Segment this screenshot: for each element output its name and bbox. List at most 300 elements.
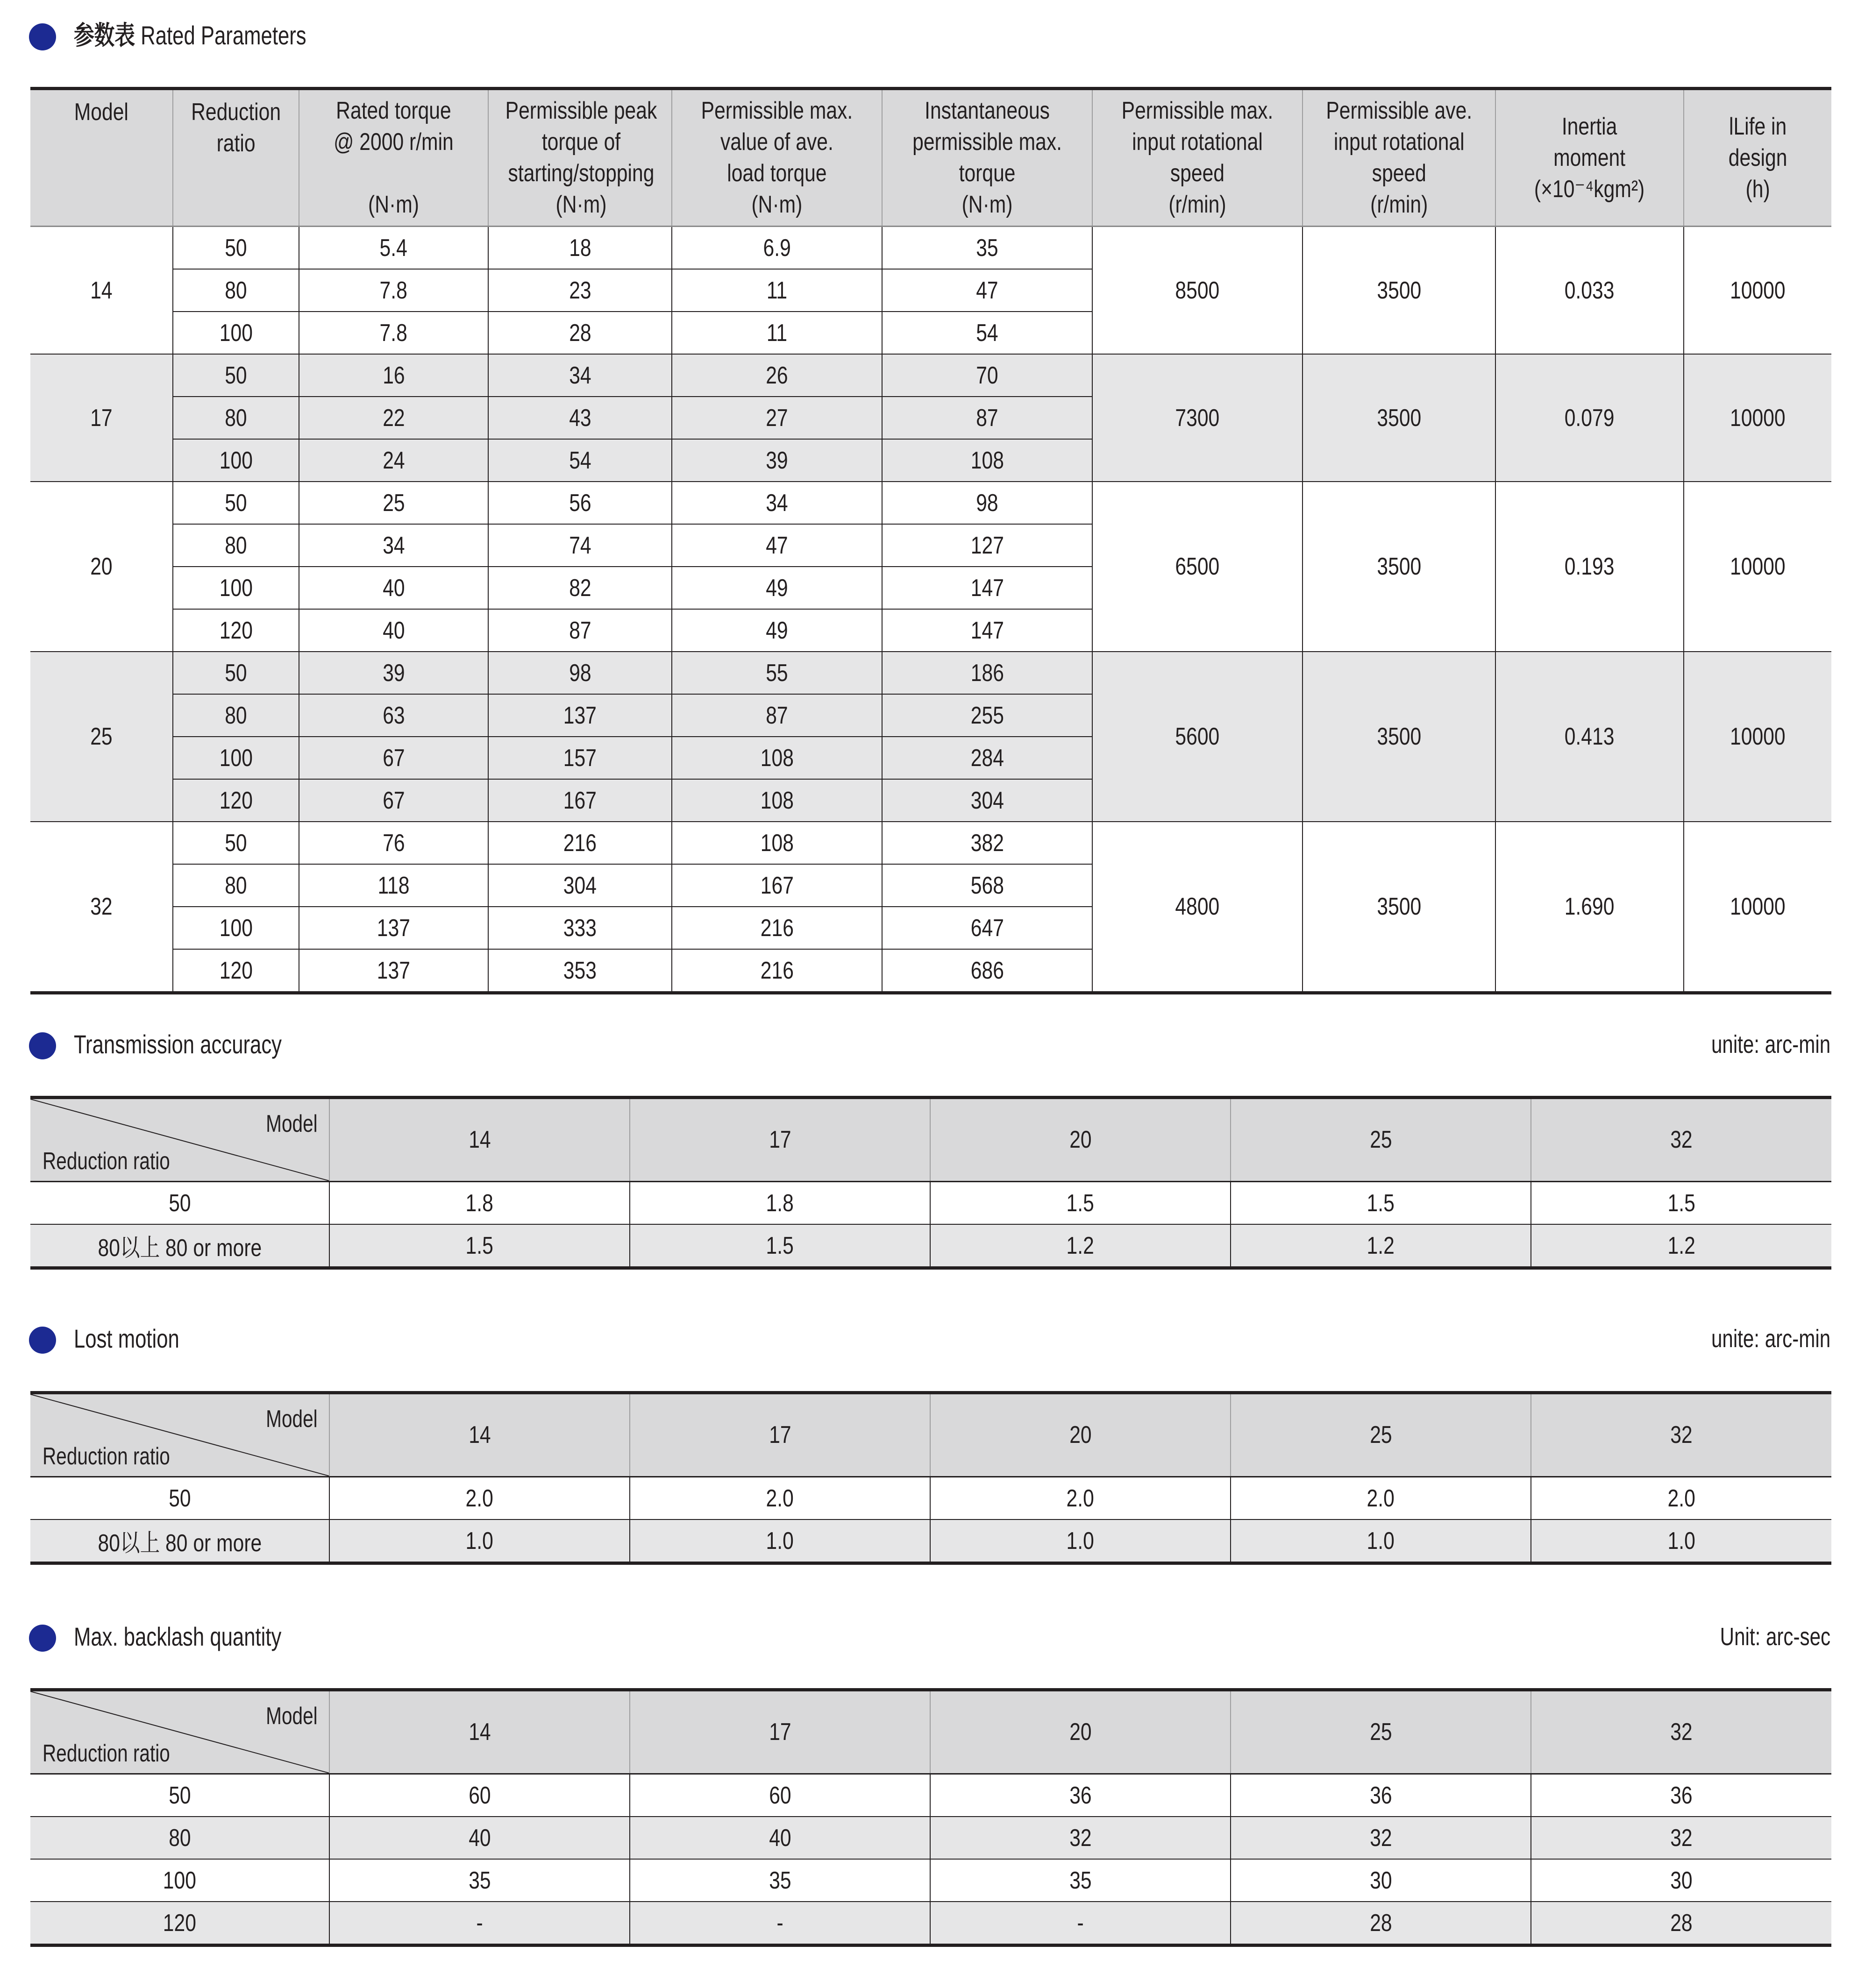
rated-header-cell <box>1684 89 1831 227</box>
corner-model-label: Model <box>266 1110 318 1137</box>
value-cell <box>488 652 672 694</box>
value-cell-text: 1.5 <box>465 1232 494 1259</box>
value-cell <box>1231 1477 1531 1520</box>
corner-header <box>30 1098 329 1182</box>
value-cell <box>488 397 672 439</box>
model-header-cell <box>329 1393 630 1477</box>
value-cell <box>488 354 672 397</box>
value-cell <box>930 1224 1231 1268</box>
value-cell-text: 56 <box>569 489 591 517</box>
rated-header-text: Permissible max. value of ave. load torque (N·m) <box>701 97 853 218</box>
value-cell <box>1231 1224 1531 1268</box>
value-cell-text: 40 <box>468 1824 491 1852</box>
table-row <box>30 227 1831 270</box>
rated-body <box>30 227 1831 993</box>
model-header-cell-text: 20 <box>1069 1718 1092 1746</box>
model-cell-text: 32 <box>90 893 113 920</box>
table-row <box>30 354 1831 397</box>
value-cell <box>488 567 672 609</box>
value-cell-text: 16 <box>382 362 405 389</box>
value-cell-text: 1.0 <box>1066 1527 1095 1555</box>
value-cell <box>630 1859 930 1902</box>
model-header-cell-text: 17 <box>769 1421 791 1448</box>
value-cell <box>1231 1902 1531 1945</box>
value-cell <box>299 907 488 949</box>
value-cell <box>329 1817 630 1859</box>
value-cell <box>672 354 882 397</box>
value-cell-text: 6.9 <box>763 234 791 262</box>
value-cell-text: 157 <box>563 744 597 772</box>
value-cell <box>882 652 1092 694</box>
value-cell-text: 2.0 <box>766 1484 794 1512</box>
table-row <box>30 1774 1831 1817</box>
value-cell-text: 108 <box>970 447 1004 474</box>
value-cell-text: 382 <box>970 829 1004 857</box>
value-cell-text: 54 <box>569 447 591 474</box>
value-cell-text: 50 <box>225 829 247 857</box>
header-row <box>30 1098 1831 1182</box>
value-cell-text: 186 <box>970 659 1004 687</box>
inertia-cell-text: 0.193 <box>1565 553 1615 580</box>
value-cell-text: 1.2 <box>1367 1232 1395 1259</box>
value-cell <box>299 652 488 694</box>
ratio-label-cell-text: 80以上 80 or more <box>98 1235 262 1262</box>
value-cell-text: 40 <box>382 617 405 644</box>
value-cell-text: 34 <box>569 362 591 389</box>
value-cell <box>930 1859 1231 1902</box>
value-cell <box>672 779 882 822</box>
value-cell-text: 80 <box>225 872 247 899</box>
max-speed-cell-text: 4800 <box>1175 893 1220 920</box>
bullet-icon <box>29 1032 56 1059</box>
value-cell <box>672 737 882 779</box>
value-cell-text: 1.5 <box>1367 1189 1395 1217</box>
model-header-cell <box>930 1393 1231 1477</box>
max-speed-cell-text: 8500 <box>1175 277 1220 304</box>
model-header-cell-text: 32 <box>1670 1126 1693 1153</box>
value-cell-text: 5.4 <box>379 234 408 262</box>
value-cell-text: 98 <box>976 489 998 517</box>
value-cell <box>882 822 1092 864</box>
value-cell <box>882 779 1092 822</box>
value-cell <box>329 1477 630 1520</box>
value-cell-text: 34 <box>382 532 405 559</box>
ratio-label-cell <box>30 1859 329 1902</box>
max-speed-cell <box>1092 227 1303 355</box>
model-header-cell-text: 32 <box>1670 1718 1693 1746</box>
value-cell <box>299 397 488 439</box>
rated-header-cell <box>173 89 299 227</box>
value-cell <box>299 524 488 567</box>
lost-motion-table <box>30 1391 1831 1565</box>
value-cell <box>173 482 299 524</box>
value-cell-text: 40 <box>769 1824 791 1852</box>
value-cell <box>882 439 1092 482</box>
value-cell <box>299 354 488 397</box>
value-cell-text: 25 <box>382 489 405 517</box>
value-cell <box>173 779 299 822</box>
value-cell-text: 2.0 <box>1667 1484 1695 1512</box>
model-cell <box>30 652 173 822</box>
value-cell <box>173 864 299 907</box>
ratio-label-cell-text: 100 <box>163 1867 197 1894</box>
value-cell-text: 1.8 <box>465 1189 494 1217</box>
value-cell <box>173 949 299 993</box>
model-cell <box>30 822 173 993</box>
value-cell-text: 34 <box>766 489 788 517</box>
value-cell <box>672 312 882 354</box>
model-header-cell <box>1231 1393 1531 1477</box>
ratio-label-cell <box>30 1224 329 1268</box>
ave-speed-cell <box>1303 227 1495 355</box>
value-cell <box>930 1519 1231 1563</box>
value-cell <box>299 737 488 779</box>
life-cell <box>1684 354 1831 482</box>
value-cell-text: 36 <box>1670 1782 1693 1809</box>
model-header-cell-text: 25 <box>1369 1126 1392 1153</box>
rated-header-text: Reduction ratio <box>191 99 281 157</box>
value-cell-text: 28 <box>1369 1909 1392 1937</box>
ratio-label-cell-text: 80以上 80 or more <box>98 1530 262 1557</box>
value-cell <box>1531 1519 1831 1563</box>
bullet-icon <box>29 1327 56 1354</box>
rated-header-cell <box>488 89 672 227</box>
value-cell <box>672 227 882 270</box>
value-cell <box>299 439 488 482</box>
value-cell <box>930 1902 1231 1945</box>
model-header-cell <box>1531 1690 1831 1774</box>
value-cell <box>930 1477 1231 1520</box>
value-cell-text: 40 <box>382 574 405 602</box>
corner-ratio-label: Reduction ratio <box>43 1148 170 1175</box>
value-cell-text: 32 <box>1369 1824 1392 1852</box>
inertia-cell-text: 1.690 <box>1565 893 1615 920</box>
value-cell <box>488 524 672 567</box>
value-cell-text: 304 <box>970 787 1004 814</box>
model-header-cell-text: 20 <box>1069 1421 1092 1448</box>
model-cell-text: 25 <box>90 723 113 750</box>
life-cell <box>1684 652 1831 822</box>
value-cell-text: 11 <box>766 319 788 347</box>
value-cell <box>299 482 488 524</box>
table-row <box>30 1902 1831 1945</box>
max-speed-cell-text: 5600 <box>1175 723 1220 750</box>
value-cell-text: 216 <box>760 957 794 984</box>
value-cell <box>1231 1182 1531 1225</box>
value-cell-text: 100 <box>219 744 253 772</box>
value-cell <box>329 1224 630 1268</box>
value-cell-text: 60 <box>769 1782 791 1809</box>
value-cell-text: 47 <box>766 532 788 559</box>
rated-header-text: lLife in design (h) <box>1728 113 1787 203</box>
model-cell-text: 20 <box>90 553 113 580</box>
ave-speed-cell-text: 3500 <box>1377 277 1421 304</box>
value-cell-text: 22 <box>382 404 405 432</box>
value-cell <box>488 694 672 737</box>
value-cell-text: 47 <box>976 277 998 304</box>
value-cell-text: 1.0 <box>465 1527 494 1555</box>
life-cell-text: 10000 <box>1730 553 1786 580</box>
value-cell-text: 1.8 <box>766 1189 794 1217</box>
model-cell <box>30 482 173 652</box>
value-cell <box>1231 1519 1531 1563</box>
value-cell-text: 74 <box>569 532 591 559</box>
value-cell-text: 1.5 <box>766 1232 794 1259</box>
ratio-label-cell-text: 50 <box>168 1484 191 1512</box>
value-cell <box>630 1224 930 1268</box>
value-cell <box>882 567 1092 609</box>
value-cell-text: 304 <box>563 872 597 899</box>
value-cell-text: 28 <box>1670 1909 1693 1937</box>
model-header-cell-text: 17 <box>769 1718 791 1746</box>
max-speed-cell <box>1092 354 1303 482</box>
value-cell <box>630 1182 930 1225</box>
rated-header-cell <box>882 89 1092 227</box>
ratio-label-cell <box>30 1774 329 1817</box>
value-cell-text: 100 <box>219 914 253 942</box>
value-cell-text: 18 <box>569 234 591 262</box>
value-cell-text: 216 <box>760 914 794 942</box>
value-cell-text: 1.2 <box>1066 1232 1095 1259</box>
value-cell-text: 100 <box>219 447 253 474</box>
model-header-cell-text: 14 <box>468 1718 491 1746</box>
value-cell-text: - <box>776 1909 783 1937</box>
model-cell-text: 14 <box>90 277 113 304</box>
value-cell-text: 80 <box>225 277 247 304</box>
value-cell-text: 1.5 <box>1066 1189 1095 1217</box>
value-cell-text: 2.0 <box>1066 1484 1095 1512</box>
value-cell <box>173 567 299 609</box>
ratio-label-cell-text: 80 <box>168 1824 191 1852</box>
model-header-cell-text: 14 <box>468 1126 491 1153</box>
value-cell <box>299 312 488 354</box>
model-header-cell <box>930 1690 1231 1774</box>
value-cell-text: 216 <box>563 829 597 857</box>
value-cell-text: 87 <box>976 404 998 432</box>
model-header-cell <box>329 1098 630 1182</box>
value-cell-text: 7.8 <box>379 277 408 304</box>
rated-header-cell <box>1495 89 1684 227</box>
value-cell <box>173 524 299 567</box>
inertia-cell-text: 0.033 <box>1565 277 1615 304</box>
corner-model-label: Model <box>266 1406 318 1433</box>
value-cell-text: 82 <box>569 574 591 602</box>
value-cell-text: 60 <box>468 1782 491 1809</box>
lost-motion-title: Lost motion <box>74 1324 179 1353</box>
value-cell <box>930 1774 1231 1817</box>
value-cell-text: 100 <box>219 574 253 602</box>
value-cell-text: 35 <box>468 1867 491 1894</box>
value-cell-text: 167 <box>760 872 794 899</box>
table-row <box>30 482 1831 524</box>
model-header-cell <box>1531 1098 1831 1182</box>
max-speed-cell <box>1092 822 1303 993</box>
value-cell-text: 98 <box>569 659 591 687</box>
ratio-label-cell <box>30 1519 329 1563</box>
value-cell <box>672 907 882 949</box>
corner-ratio-label: Reduction ratio <box>43 1740 170 1767</box>
model-cell-text: 17 <box>90 404 113 432</box>
rated-header-cell <box>672 89 882 227</box>
value-cell-text: 120 <box>219 787 253 814</box>
value-cell-text: 11 <box>766 277 788 304</box>
value-cell <box>672 694 882 737</box>
model-header-cell-text: 32 <box>1670 1421 1693 1448</box>
value-cell-text: 7.8 <box>379 319 408 347</box>
value-cell <box>1231 1817 1531 1859</box>
table-row <box>30 1224 1831 1268</box>
value-cell-text: 67 <box>382 744 405 772</box>
rated-header-cell <box>1303 89 1495 227</box>
life-cell-text: 10000 <box>1730 893 1786 920</box>
value-cell <box>1531 1774 1831 1817</box>
value-cell-text: 50 <box>225 362 247 389</box>
value-cell <box>488 907 672 949</box>
header-row <box>30 1393 1831 1477</box>
value-cell-text: 50 <box>225 489 247 517</box>
value-cell-text: 108 <box>760 744 794 772</box>
value-cell <box>299 609 488 652</box>
value-cell <box>488 312 672 354</box>
table-row <box>30 1859 1831 1902</box>
value-cell <box>488 609 672 652</box>
value-cell <box>630 1817 930 1859</box>
value-cell-text: 54 <box>976 319 998 347</box>
inertia-cell <box>1495 354 1684 482</box>
corner-header <box>30 1393 329 1477</box>
value-cell <box>1531 1902 1831 1945</box>
max-speed-cell-text: 7300 <box>1175 404 1220 432</box>
value-cell <box>672 822 882 864</box>
value-cell <box>882 524 1092 567</box>
value-cell-text: 87 <box>569 617 591 644</box>
value-cell-text: 39 <box>382 659 405 687</box>
value-cell <box>329 1182 630 1225</box>
value-cell-text: 50 <box>225 234 247 262</box>
ave-speed-cell <box>1303 482 1495 652</box>
value-cell <box>299 864 488 907</box>
backlash-unit: Unit: arc-sec <box>1720 1623 1830 1651</box>
life-cell <box>1684 227 1831 355</box>
value-cell <box>173 397 299 439</box>
value-cell <box>672 269 882 312</box>
inertia-cell <box>1495 482 1684 652</box>
value-cell-text: 127 <box>970 532 1004 559</box>
value-cell <box>299 694 488 737</box>
value-cell-text: - <box>1077 1909 1084 1937</box>
value-cell <box>630 1519 930 1563</box>
model-header-cell <box>930 1098 1231 1182</box>
value-cell-text: 24 <box>382 447 405 474</box>
value-cell <box>173 652 299 694</box>
rated-title-en: Rated Parameters <box>141 21 306 50</box>
rated-header-text: Instantaneous permissible max. torque (N·m) <box>912 97 1062 218</box>
value-cell <box>488 482 672 524</box>
table-row <box>30 652 1831 694</box>
value-cell <box>882 864 1092 907</box>
inertia-cell-text: 0.413 <box>1565 723 1615 750</box>
value-cell <box>173 907 299 949</box>
ave-speed-cell-text: 3500 <box>1377 553 1421 580</box>
value-cell-text: 333 <box>563 914 597 942</box>
value-cell <box>882 312 1092 354</box>
value-cell-text: 76 <box>382 829 405 857</box>
bullet-icon <box>29 1625 56 1652</box>
value-cell <box>488 737 672 779</box>
value-cell-text: 35 <box>769 1867 791 1894</box>
value-cell <box>882 397 1092 439</box>
rated-header-cell <box>299 89 488 227</box>
value-cell <box>488 864 672 907</box>
life-cell <box>1684 822 1831 993</box>
model-header-cell <box>630 1393 930 1477</box>
value-cell-text: - <box>476 1909 483 1937</box>
value-cell-text: 120 <box>219 957 253 984</box>
value-cell <box>882 354 1092 397</box>
rated-header-cell <box>30 89 173 227</box>
value-cell <box>882 609 1092 652</box>
value-cell-text: 35 <box>1069 1867 1092 1894</box>
value-cell <box>930 1817 1231 1859</box>
value-cell-text: 35 <box>976 234 998 262</box>
rated-title-cn: 参数表 <box>74 21 135 50</box>
rated-header-cell <box>1092 89 1303 227</box>
header-row <box>30 1690 1831 1774</box>
inertia-cell <box>1495 652 1684 822</box>
value-cell <box>173 609 299 652</box>
value-cell-text: 647 <box>970 914 1004 942</box>
value-cell-text: 284 <box>970 744 1004 772</box>
value-cell-text: 49 <box>766 574 788 602</box>
ratio-label-cell-text: 50 <box>168 1782 191 1809</box>
life-cell-text: 10000 <box>1730 404 1786 432</box>
inertia-cell <box>1495 822 1684 993</box>
model-header-cell <box>630 1690 930 1774</box>
model-header-cell-text: 20 <box>1069 1126 1092 1153</box>
value-cell <box>1531 1859 1831 1902</box>
value-cell-text: 568 <box>970 872 1004 899</box>
rated-title <box>74 17 306 54</box>
ave-speed-cell <box>1303 652 1495 822</box>
rated-header-text: Permissible max. input rotational speed (r/min) <box>1121 97 1274 218</box>
value-cell <box>672 652 882 694</box>
corner-ratio-label: Reduction ratio <box>43 1443 170 1470</box>
value-cell <box>930 1182 1231 1225</box>
value-cell <box>173 312 299 354</box>
ratio-label-cell <box>30 1902 329 1945</box>
value-cell-text: 36 <box>1069 1782 1092 1809</box>
value-cell <box>630 1774 930 1817</box>
value-cell-text: 30 <box>1670 1867 1693 1894</box>
value-cell <box>173 227 299 270</box>
value-cell-text: 87 <box>766 702 788 729</box>
value-cell <box>329 1774 630 1817</box>
transmission-section-head <box>29 1026 1831 1063</box>
table-row <box>30 822 1831 864</box>
value-cell-text: 118 <box>377 872 410 899</box>
ave-speed-cell-text: 3500 <box>1377 723 1421 750</box>
rated-header-text: Inertia moment (×10⁻⁴kgm²) <box>1534 113 1645 203</box>
value-cell-text: 70 <box>976 362 998 389</box>
rated-parameters-table <box>30 87 1831 994</box>
inertia-cell-text: 0.079 <box>1565 404 1615 432</box>
value-cell <box>299 822 488 864</box>
ratio-label-cell <box>30 1182 329 1225</box>
value-cell <box>173 822 299 864</box>
value-cell <box>299 227 488 270</box>
value-cell <box>329 1902 630 1945</box>
value-cell-text: 30 <box>1369 1867 1392 1894</box>
